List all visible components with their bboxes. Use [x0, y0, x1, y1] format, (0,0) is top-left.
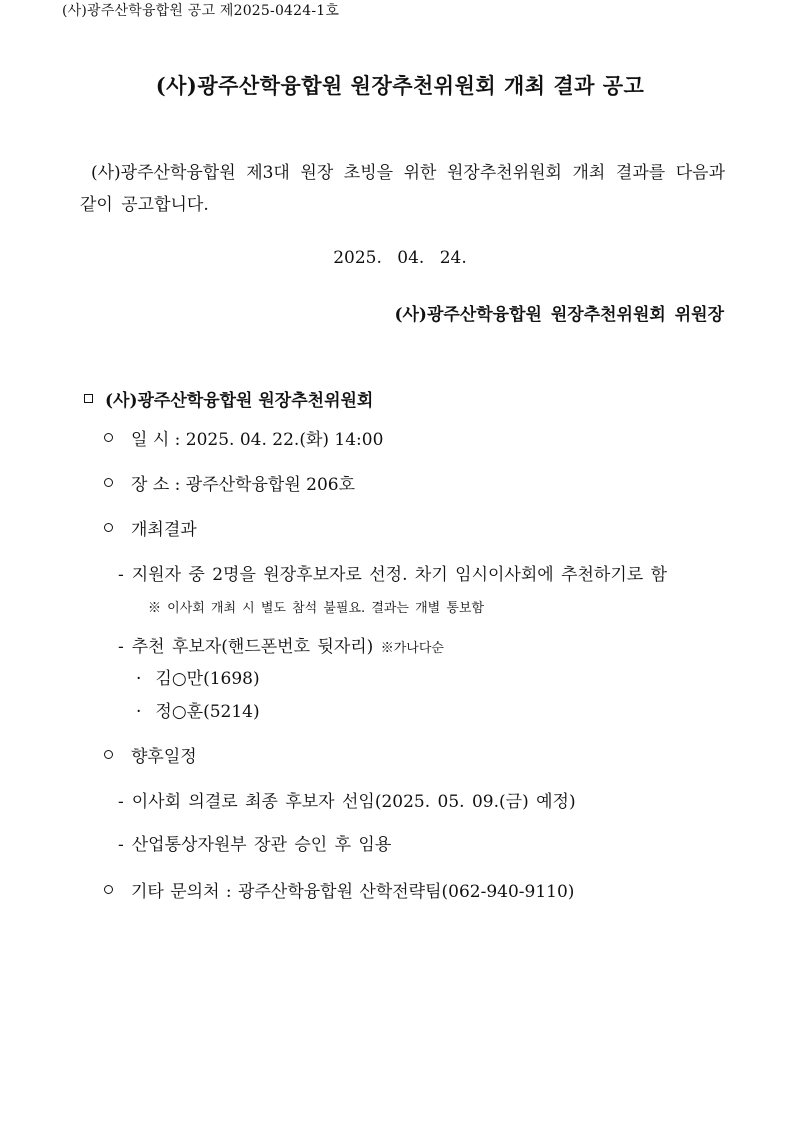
future-item	[118, 830, 391, 855]
announcement-number: (사)광주산학융합원 공고 제2025-0424-1호	[62, 3, 340, 19]
circle-bullet-icon	[104, 885, 113, 894]
place-item	[104, 470, 355, 495]
candidates-heading	[118, 632, 444, 657]
section-heading	[84, 386, 373, 411]
result-heading-text: 개최결과	[131, 520, 197, 540]
section-heading-text: (사)광주산학융합원 원장추천위원회	[105, 391, 374, 411]
candidates-heading-text: 추천 후보자(핸드폰번호 뒷자리)	[131, 637, 374, 657]
contact-text: 기타 문의처 : 광주산학융합원 산학전략팀(062-940-9110)	[131, 882, 575, 902]
circle-bullet-icon	[104, 478, 113, 487]
dash-bullet: -	[118, 835, 124, 855]
future-item	[118, 787, 576, 812]
signer: (사)광주산학융합원 원장추천위원회 위원장	[394, 305, 724, 325]
schedule-text: 일 시 : 2025. 04. 22.(화) 14:00	[131, 430, 384, 450]
future-item-text: 이사회 의결로 최종 후보자 선임(2025. 05. 09.(금) 예정)	[131, 792, 576, 812]
result-item	[118, 560, 667, 585]
dash-bullet: -	[118, 565, 124, 585]
square-bullet-icon	[84, 394, 93, 403]
page-title: (사)광주산학융합원 원장추천위원회 개최 결과 공고	[155, 73, 645, 98]
announcement-date: 2025. 04. 24.	[333, 248, 467, 268]
dash-bullet: -	[118, 792, 124, 812]
future-heading	[104, 742, 197, 767]
dot-bullet: ·	[136, 669, 142, 689]
intro-paragraph: (사)광주산학융합원 제3대 원장 초빙을 위한 원장추천위원회 개최 결과를 다음과 같이 공고합니다.	[80, 163, 725, 215]
candidate-item	[136, 697, 260, 722]
place-text: 장 소 : 광주산학융합원 206호	[131, 475, 356, 495]
circle-bullet-icon	[104, 433, 113, 442]
candidate-name: 정○훈(5214)	[155, 702, 260, 722]
candidates-note: ※가나다순	[380, 641, 444, 656]
schedule-item	[104, 425, 383, 450]
dot-bullet: ·	[136, 702, 142, 722]
circle-bullet-icon	[104, 750, 113, 759]
result-item-text: 지원자 중 2명을 원장후보자로 선정. 차기 임시이사회에 추천하기로 함	[131, 565, 668, 585]
result-note: ※ 이사회 개최 시 별도 참석 불필요. 결과는 개별 통보함	[148, 601, 485, 616]
future-heading-text: 향후일정	[131, 747, 197, 767]
future-item-text: 산업통상자원부 장관 승인 후 임용	[131, 835, 392, 855]
circle-bullet-icon	[104, 523, 113, 532]
contact-item	[104, 877, 574, 902]
candidate-name: 김○만(1698)	[155, 669, 260, 689]
dash-bullet: -	[118, 637, 124, 657]
candidate-item	[136, 664, 260, 689]
result-heading	[104, 515, 197, 540]
